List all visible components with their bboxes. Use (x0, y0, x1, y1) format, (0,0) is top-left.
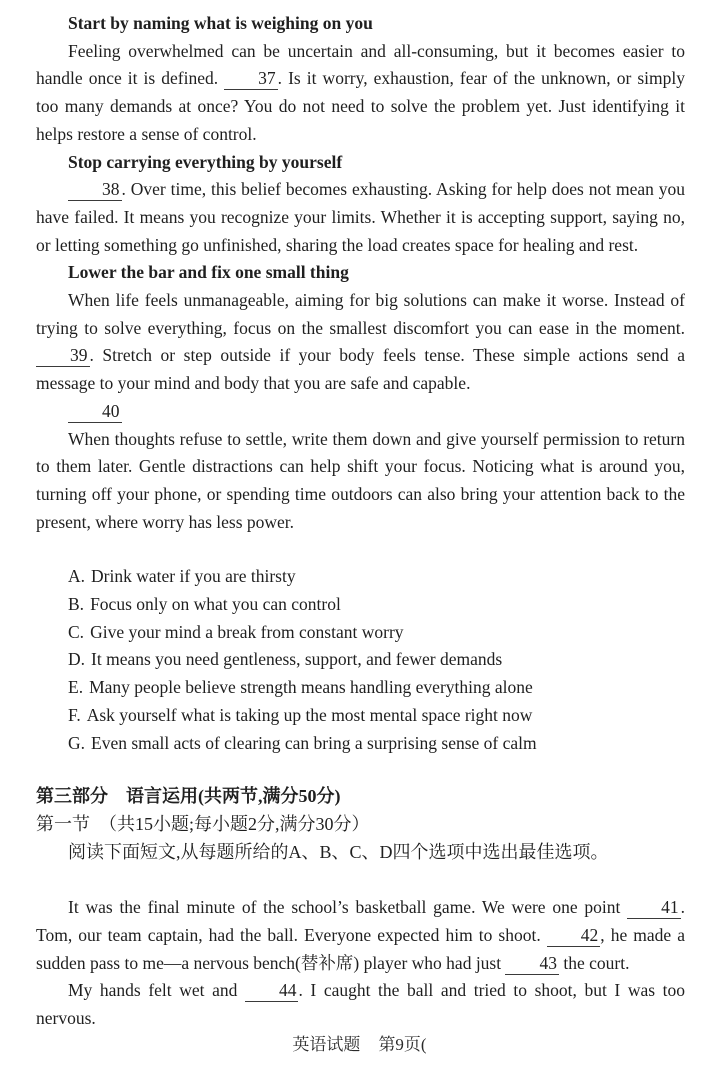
passage-paragraph-4: When thoughts refuse to settle, write them down and give yourself permission to return to them later. Gentle distractions can help shift your focus. Noticing what is around you, turning off your phone, or spending time outdoors can also bring your attention back to the present, where worry has less power. (36, 428, 685, 532)
passage-paragraph-3: When life feels unmanageable, aiming for big solutions can make it worse. Instead of trying to solve everything, focus on the smallest discomfort you can ease in the moment. 39 . Stretch or step outside if your body feels tense. These simple actions send a message to your mind and body that you are safe and capable. (36, 290, 685, 394)
option-item-a (36, 563, 685, 591)
blank-38: 38 (68, 179, 122, 201)
blank-43: 43 (505, 953, 559, 975)
footer-page-number: 第9页( (378, 1035, 427, 1054)
option-item-f (36, 702, 685, 730)
part3-title: 第三部分 语言运用(共两节,满分50分) (36, 786, 341, 807)
option-letter-e: E. (68, 677, 84, 698)
blank-41: 41 (627, 897, 681, 919)
page-footer (0, 1030, 719, 1055)
option-item-e (36, 674, 685, 702)
option-text-b: Focus only on what you can control (90, 594, 341, 615)
option-item-c (36, 619, 685, 647)
blank-42: 42 (547, 925, 601, 947)
option-letter-c: C. (68, 621, 85, 642)
options-list (36, 563, 685, 757)
blank-37: 37 (224, 68, 278, 90)
option-text-d: It means you need gentleness, support, and fewer demands (91, 649, 503, 670)
option-letter-g: G. (68, 732, 86, 753)
passage-heading-3: Lower the bar and fix one small thing (68, 262, 349, 283)
passage-heading-2: Stop carrying everything by yourself (68, 151, 343, 172)
passage-paragraph-2: 38 . Over time, this belief becomes exhausting. Asking for help does not mean you have failed. It means you recognize your limits. Whether it is accepting support, saying no, or letting something go unfinished, sharing the load creates space for healing and rest. (36, 179, 685, 255)
option-text-a: Drink water if you are thirsty (91, 566, 296, 587)
cloze-passage (36, 894, 685, 1033)
passage-heading-blank-line (36, 398, 685, 426)
option-letter-a: A. (68, 566, 86, 587)
blank-39: 39 (36, 345, 90, 367)
option-text-c: Give your mind a break from constant worry (90, 621, 404, 642)
passage-heading-1: Start by naming what is weighing on you (68, 13, 373, 33)
option-item-b (36, 591, 685, 619)
blank-44: 44 (245, 980, 299, 1002)
passage-paragraph-1: Feeling overwhelmed can be uncertain and all-consuming, but it becomes easier to handle once it is defined. 37 . Is it worry, exhaustion, fear of the unknown, or simply too many demands at once? You do not need to solve the problem yet. Just identifying it helps restore a sense of control. (36, 40, 685, 144)
part3-instruction: 阅读下面短文,从每题所给的A、B、C、D四个选项中选出最佳选项。 (68, 842, 609, 863)
option-text-e: Many people believe strength means handling everything alone (89, 677, 533, 698)
cloze-paragraph-2: My hands felt wet and 44 . I caught the ball and tried to shoot, but I was too nervous. (36, 980, 685, 1029)
option-letter-d: D. (68, 649, 86, 670)
option-item-g (36, 730, 685, 758)
option-text-g: Even small acts of clearing can bring a surprising sense of calm (91, 732, 537, 753)
part3-section (36, 782, 685, 866)
cloze-paragraph-1: It was the final minute of the school’s basketball game. We were one point 41 . Tom, our team captain, had the ball. Everyone expected him to shoot. 42 , he made a sudden pass to me—a nervous bench(替补席) player who had just 43 the court. (36, 897, 685, 973)
option-text-f: Ask yourself what is taking up the most mental space right now (86, 704, 533, 725)
footer-doc-title: 英语试题 (292, 1035, 361, 1054)
blank-40: 40 (68, 401, 122, 423)
option-item-d (36, 646, 685, 674)
option-letter-b: B. (68, 594, 85, 615)
part3-section-line: 第一节 （共15小题;每小题2分,满分30分） (36, 814, 370, 835)
option-letter-f: F. (68, 704, 81, 725)
page-content (36, 10, 685, 1033)
